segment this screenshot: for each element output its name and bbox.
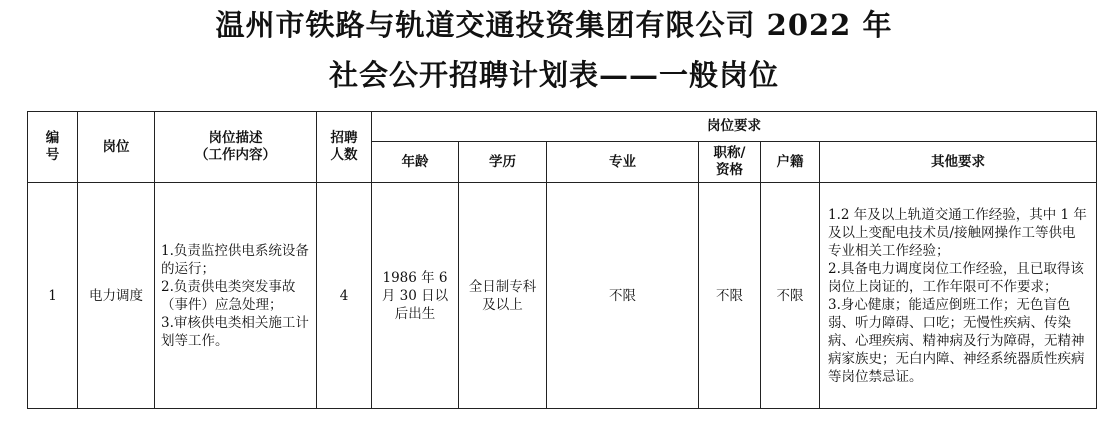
cell-other-requirements: 1.2 年及以上轨道交通工作经验，其中 1 年及以上变配电技术员/接触网操作工等供电专业相关工作经验； 2.具备电力调度岗位工作经验，且已取得该岗位上岗证的，工作年限可不作要求； 3.身心健康；能适应倒班工作；无色盲色弱、听力障碍、口吃；无慢性疾病、传染病、心理疾病、精神病及行为障碍，无精神病家族史；无白内障、神经系统器质性疾病等岗位禁忌证。 bbox=[820, 183, 1097, 409]
header-other: 其他要求 bbox=[820, 142, 1097, 183]
cell-position: 电力调度 bbox=[78, 183, 155, 409]
cell-description: 1.负责监控供电系统设备的运行； 2.负责供电类突发事故（事件）应急处理； 3.审核供电类相关施工计划等工作。 bbox=[155, 183, 317, 409]
cell-major: 不限 bbox=[547, 183, 699, 409]
table-row bbox=[28, 183, 1097, 409]
header-row-1 bbox=[28, 112, 1097, 142]
header-hukou: 户籍 bbox=[761, 142, 820, 183]
header-description: 岗位描述 （工作内容） bbox=[155, 112, 317, 183]
header-headcount: 招聘 人数 bbox=[317, 112, 372, 183]
cell-headcount: 4 bbox=[317, 183, 372, 409]
cell-title-qualification: 不限 bbox=[699, 183, 761, 409]
document-title-line1: 温州市铁路与轨道交通投资集团有限公司 2022 年 bbox=[215, 8, 893, 42]
cell-education: 全日制专科及以上 bbox=[459, 183, 547, 409]
document-title-line2: 社会公开招聘计划表——一般岗位 bbox=[328, 58, 779, 92]
cell-no: 1 bbox=[28, 183, 78, 409]
recruitment-plan-table bbox=[27, 111, 1097, 409]
cell-hukou: 不限 bbox=[761, 183, 820, 409]
header-age: 年龄 bbox=[372, 142, 459, 183]
header-major: 专业 bbox=[547, 142, 699, 183]
header-requirements: 岗位要求 bbox=[372, 112, 1097, 142]
header-no: 编 号 bbox=[28, 112, 78, 183]
header-title-qualification: 职称/ 资格 bbox=[699, 142, 761, 183]
cell-age: 1986 年 6 月 30 日以后出生 bbox=[372, 183, 459, 409]
header-education: 学历 bbox=[459, 142, 547, 183]
header-position: 岗位 bbox=[78, 112, 155, 183]
